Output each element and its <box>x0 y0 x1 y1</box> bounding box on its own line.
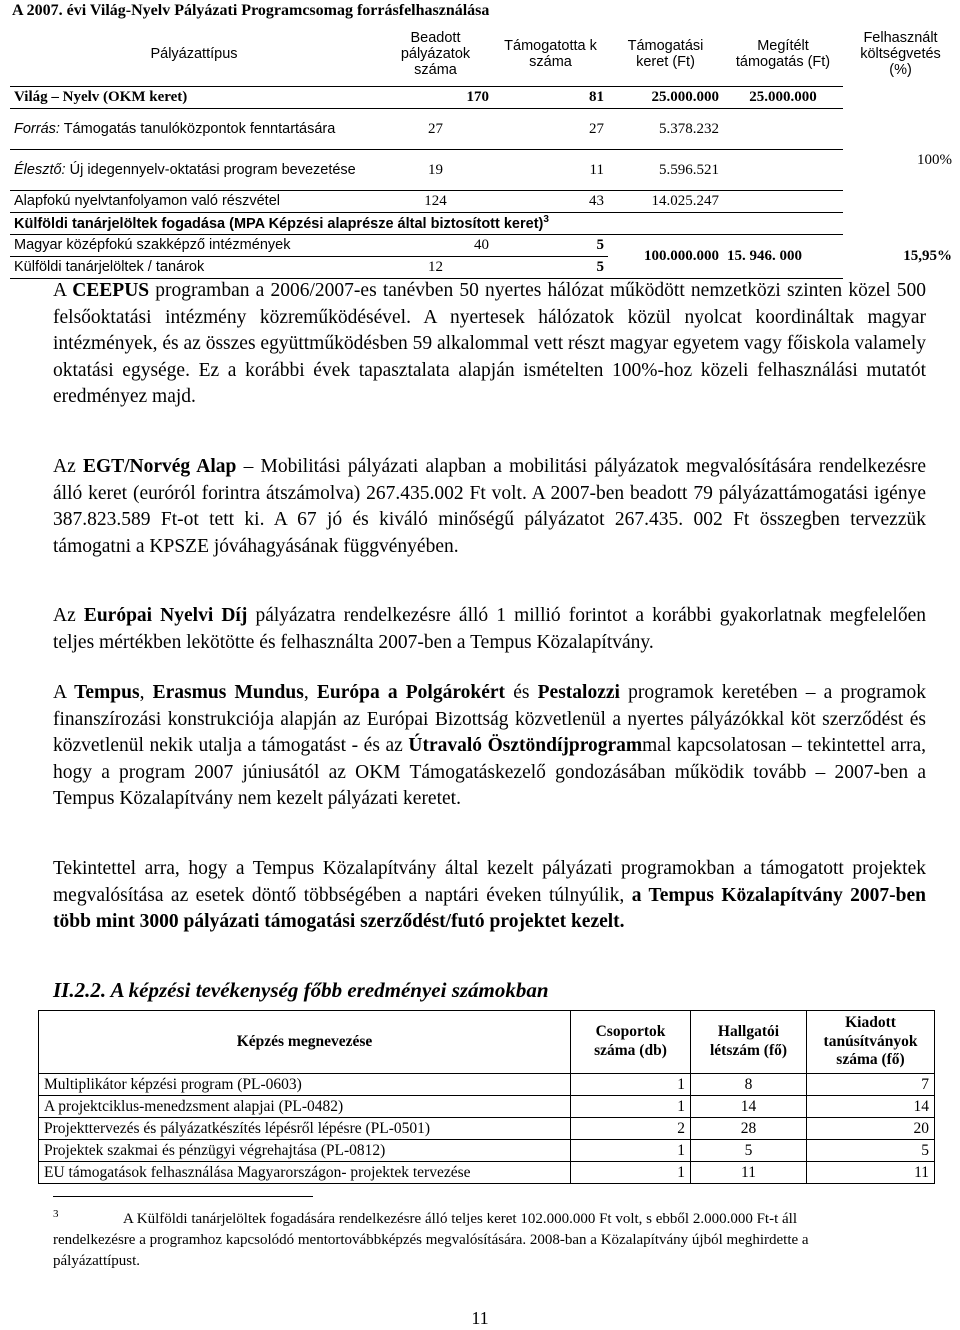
header-used: Felhasznált költségvetés (%) <box>860 29 941 79</box>
groups-count: 1 <box>571 1074 691 1096</box>
vilag-granted: 25.000.000 <box>723 87 843 109</box>
footnote-mark: 3 <box>53 1208 59 1220</box>
tempus-contracts-paragraph: Tekintettel arra, hogy a Tempus Közalapítvány által kezelt pályázati programokban a támogatott projektek megvalósítása az esetek döntő többségében a naptári éveken túlnyúlik, a Tempus Közalapítvány 2007-ben több mint 3000 pályázati támogatási szerződést/futó projektet kezelt. <box>53 858 926 932</box>
row-submitted: 124 <box>378 191 493 213</box>
header-groups: Csoportok száma (db) <box>571 1011 691 1074</box>
training-results-table <box>38 1010 935 1184</box>
row-label: Forrás: Támogatás tanulóközpontok fenntartására <box>10 109 378 150</box>
row-budget: 5.378.232 <box>608 109 723 150</box>
table-row <box>39 1162 935 1184</box>
table-row <box>10 191 958 213</box>
tempus-programs-paragraph: A Tempus, Erasmus Mundus, Európa a Polgárokért és Pestalozzi programok keretében – a programok finanszírozási konstrukciója alapján az Európai Bizottság közvetlenül a nyertes pályázókkal köt szerződést és közvetlenül nekik utalja a támogatást - és az Útravaló Ösztöndíjprogrammal kapcsolatosan – tekintettel arra, hogy a program 2007 júniusától az OKM Támogatáskezelő gondozásában működik tovább – 2007-ben a Tempus Közalapítvány nem kezelt pályázati keretet. <box>53 682 927 809</box>
training-name: Projekttervezés és pályázatkészítés lépésről lépésre (PL-0501) <box>39 1118 571 1140</box>
vilag-supported: 81 <box>493 87 608 109</box>
row-budget: 14.025.247 <box>608 191 723 213</box>
students-count: 8 <box>691 1074 807 1096</box>
training-name: Multiplikátor képzési program (PL-0603) <box>39 1074 571 1096</box>
mpa-row-supported: 5 <box>493 257 608 279</box>
training-name: Projektek szakmai és pénzügyi végrehajtása (PL-0812) <box>39 1140 571 1162</box>
students-count: 28 <box>691 1118 807 1140</box>
row-budget: 5.596.521 <box>608 150 723 191</box>
mpa-budget: 100.000.000 <box>608 235 723 279</box>
footnote <box>53 1204 873 1272</box>
header-students: Hallgatói létszám (fő) <box>691 1011 807 1074</box>
groups-count: 2 <box>571 1118 691 1140</box>
vilag-budget: 25.000.000 <box>608 87 723 109</box>
table-title: A 2007. évi Világ-Nyelv Pályázati Programcsomag forrásfelhasználása <box>12 2 490 20</box>
ceepus-paragraph: A CEEPUS programban a 2006/2007-es tanévben 50 nyertes hálózat működött nemzetközi szinten közel 500 felsőoktatási intézmény közreműködésével. A nyertesek hálózatok közül nyolcat koordináltak magyar intézmények, és az összes együttműködésben 59 alkalommal vett részt magyar egyetem vagy főiskola valamely oktatási egysége. Ez a korábbi évek tapasztalata alapján ismételten 100%-hoz közeli felhasználási mutatót eredményez majd. <box>53 280 927 407</box>
table-row <box>39 1096 935 1118</box>
header-certificates: Kiadott tanúsítványok száma (fő) <box>807 1011 935 1074</box>
page-number: 11 <box>471 1308 489 1328</box>
groups-count: 1 <box>571 1140 691 1162</box>
row-supported: 11 <box>493 150 608 191</box>
row-submitted: 27 <box>378 109 493 150</box>
row-supported: 43 <box>493 191 608 213</box>
vilag-used-pct: 100% <box>917 152 953 169</box>
vilag-nyelv-table <box>10 0 958 279</box>
row-label: Alapfokú nyelvtanfolyamon való részvétel <box>10 191 378 213</box>
footnote-text: A Külföldi tanárjelöltek fogadására rendelkezésre álló teljes keret 102.000.000 Ft volt, s ebből 2.000.000 Ft-t áll rendelkezésre a programhoz kapcsolódó mentortovábbképzés megvalósítására. 2008-ban a Közalapítvány újból meghirdette a pályázattípust. <box>53 1211 809 1269</box>
header-granted: Megítélt támogatás (Ft) <box>723 22 843 87</box>
header-supported: Támogatotta k száma <box>493 22 608 87</box>
mpa-row-submitted: 40 <box>378 235 493 257</box>
certificates-count: 11 <box>807 1162 935 1184</box>
mpa-row-submitted: 12 <box>378 257 493 279</box>
training-name: A projektciklus-menedzsment alapjai (PL-0482) <box>39 1096 571 1118</box>
header-training-name: Képzés megnevezése <box>39 1011 571 1074</box>
header-budget: Támogatási keret (Ft) <box>608 22 723 87</box>
row-label: Élesztő: Új idegennyelv-oktatási program bevezetése <box>10 150 378 191</box>
header-type: Pályázattípus <box>10 22 378 87</box>
vilag-submitted: 170 <box>378 87 493 109</box>
students-count: 14 <box>691 1096 807 1118</box>
table-row <box>39 1118 935 1140</box>
certificates-count: 14 <box>807 1096 935 1118</box>
groups-count: 1 <box>571 1096 691 1118</box>
mpa-used: 15,95% <box>903 248 953 265</box>
table-row <box>10 150 958 191</box>
table-row <box>10 109 958 150</box>
footnote-separator <box>53 1196 313 1197</box>
row-supported: 27 <box>493 109 608 150</box>
training-name: EU támogatások felhasználása Magyarországon- projektek tervezése <box>39 1162 571 1184</box>
header-submitted: Beadott pályázatok száma <box>378 22 493 87</box>
students-count: 11 <box>691 1162 807 1184</box>
certificates-count: 20 <box>807 1118 935 1140</box>
egt-paragraph: Az EGT/Norvég Alap – Mobilitási pályázati alapban a mobilitási pályázatok megvalósítására rendelkezésre álló keret (euróról forintra átszámolva) 267.435.002 Ft volt. A 2007-ben beadott 79 pályázattámogatási igénye 387.823.589 Ft-ot tett ki. A 67 jó és kiváló minőségű pályázatot 267.435. 002 Ft összegben tervezzük támogatni a KPSZE jóváhagyásának függvényében. <box>53 456 926 557</box>
certificates-count: 7 <box>807 1074 935 1096</box>
mpa-row-supported: 5 <box>493 235 608 257</box>
table-row <box>39 1074 935 1096</box>
students-count: 5 <box>691 1140 807 1162</box>
mpa-row-label: Külföldi tanárjelöltek / tanárok <box>10 257 378 279</box>
mpa-row-label: Magyar középfokú szakképző intézmények <box>10 235 378 257</box>
section-heading: II.2.2. A képzési tevékenység főbb eredményei számokban <box>53 978 549 1002</box>
row-submitted: 19 <box>378 150 493 191</box>
table-row <box>39 1140 935 1162</box>
certificates-count: 5 <box>807 1140 935 1162</box>
mpa-label: Külföldi tanárjelöltek fogadása (MPA Képzési alaprésze által biztosított keret)$^3$ <box>10 213 843 235</box>
nyelvi-dij-paragraph: Az Európai Nyelvi Díj pályázatra rendelkezésre álló 1 millió forintot a korábbi gyakorlatnak megfelelően teljes mértékben lekötötte és felhasználta 2007-ben a Tempus Közalapítvány. <box>53 605 926 653</box>
vilag-label: Világ – Nyelv (OKM keret) <box>10 87 378 109</box>
mpa-granted: 15. 946. 000 <box>723 235 843 279</box>
groups-count: 1 <box>571 1162 691 1184</box>
